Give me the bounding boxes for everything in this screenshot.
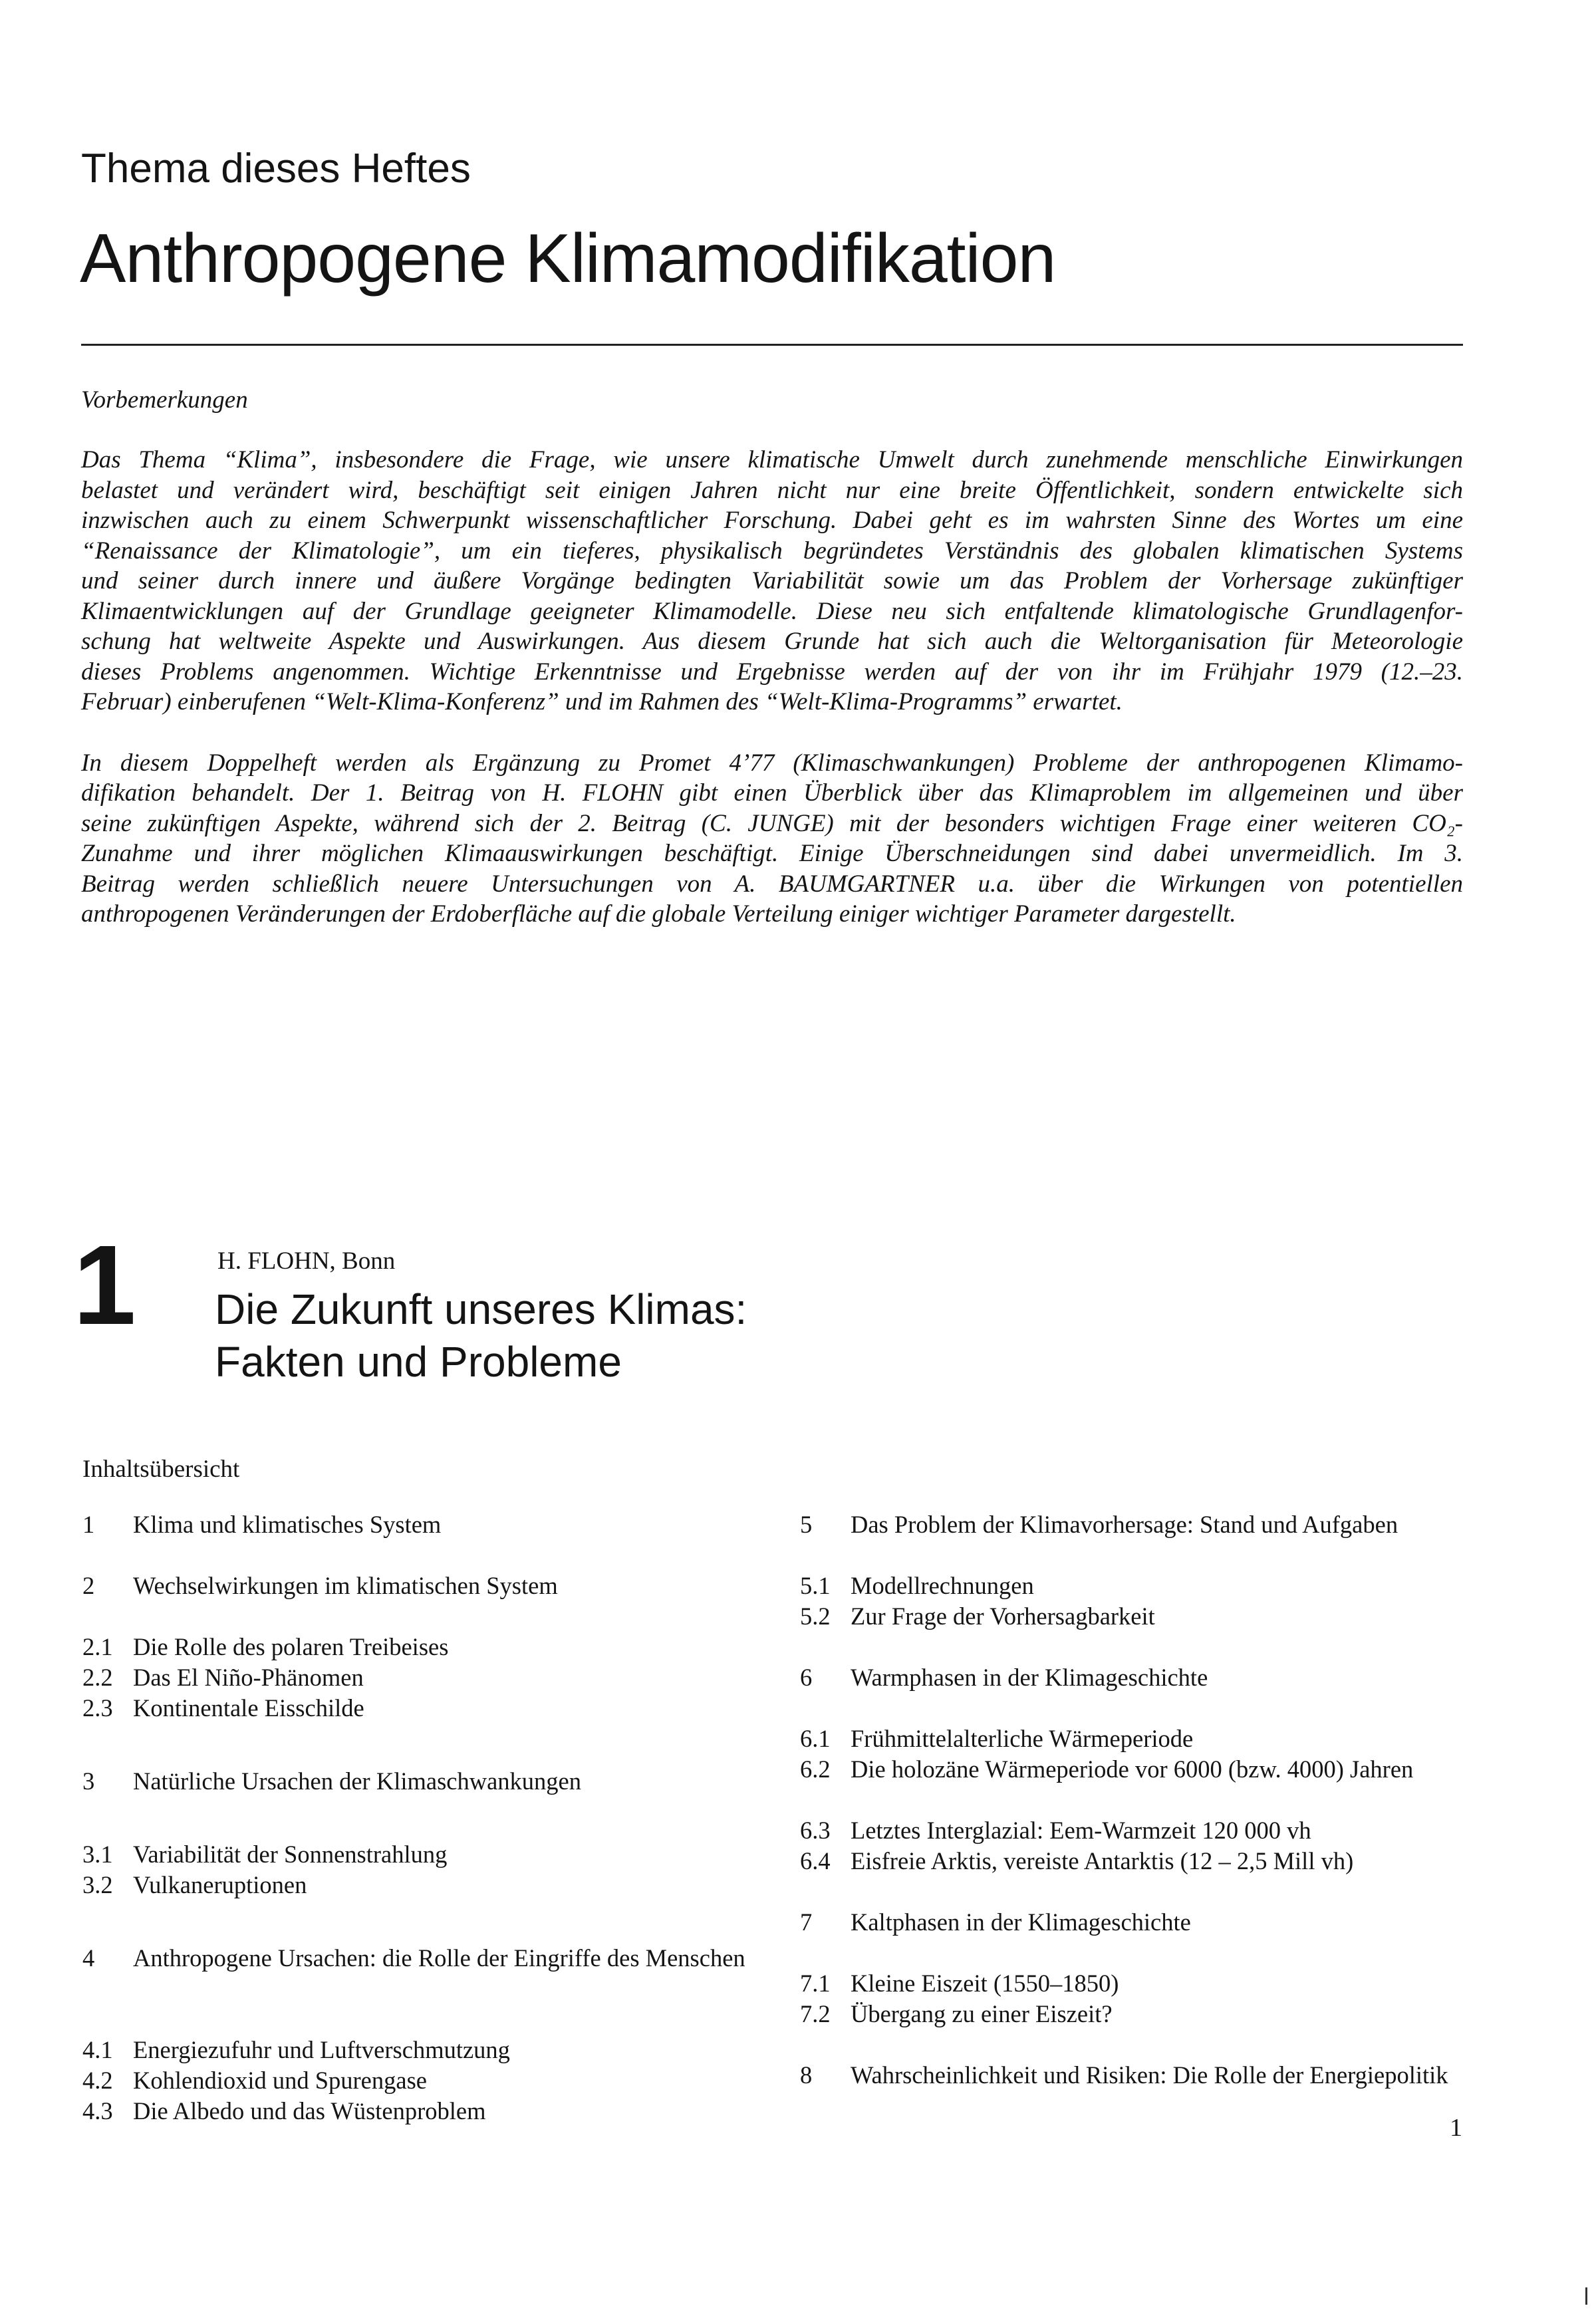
toc-entry-title: Das El Niño-Phänomen [133,1664,364,1691]
paragraph-line: dieses Problems angenommen. Wichtige Erkenntnisse und Ergebnisse werden auf der von ihr im Frühjahr 1979 (12.–23. [81,658,1463,686]
toc-entry [82,1943,747,1973]
toc-entry-number: 5 [800,1511,813,1538]
toc-entry [82,2096,747,2126]
toc-entry-title: Letztes Interglazial: Eem-Warmzeit 120 000 vh [851,1817,1311,1844]
paragraph-line: difikation behandelt. Der 1. Beitrag von H. FLOHN gibt einen Überblick über das Klimaproblem im allgemeinen und über [81,779,1463,807]
toc-entry-number: 6.4 [800,1847,831,1874]
toc-entry [800,1907,1472,1937]
paragraph-line: Februar) einberufenen “Welt-Klima-Konferenz” und im Rahmen des “Welt-Klima-Programms” erwartet. [81,688,1123,715]
toc-entry [82,1870,747,1900]
preliminary-heading: Vorbemerkungen [81,386,248,414]
toc-entry-number: 7.2 [800,2000,831,2027]
page-number: 1 [1450,2114,1462,2142]
toc-entry-title: Modellrechnungen [851,1572,1034,1599]
paragraph-line: seine zukünftigen Aspekte, während sich der 2. Beitrag (C. JUNGE) mit der besonders wichtigen Frage einer weiteren CO₂- [81,809,1463,837]
paragraph-line: schung hat weltweite Aspekte und Auswirkungen. Aus diesem Grunde hat sich auch die Weltorganisation für Meteorologie [81,628,1463,655]
toc-entry-number: 4.3 [82,2097,113,2124]
paragraph-line: In diesem Doppelheft werden als Ergänzung zu Promet 4’77 (Klimaschwankungen) Probleme der anthropogenen Klimamo- [81,749,1463,777]
toc-heading: Inhaltsübersicht [82,1456,240,1483]
toc-entry-title: Eisfreie Arktis, vereiste Antarktis (12 – 2,5 Mill vh) [851,1847,1354,1874]
toc-entry-title: Warmphasen in der Klimageschichte [851,1664,1208,1691]
toc-entry-number: 4.2 [82,2067,113,2094]
toc-entry [800,1509,1472,1539]
toc-entry-title: Vulkaneruptionen [133,1871,307,1898]
toc-entry-number: 2.2 [82,1664,113,1691]
toc-entry-title: Anthropogene Ursachen: die Rolle der Eingriffe des Menschen [133,1944,745,1972]
toc-entry-title: Variabilität der Sonnenstrahlung [133,1841,448,1868]
toc-entry [82,1693,747,1723]
toc-entry-title: Kleine Eiszeit (1550–1850) [851,1970,1119,1997]
article-number: 1 [73,1222,136,1349]
toc-entry-title: Frühmittelalterliche Wärmeperiode [851,1725,1194,1752]
article-author: H. FLOHN, Bonn [217,1247,396,1275]
toc-entry-title: Natürliche Ursachen der Klimaschwankungen [133,1767,581,1795]
issue-title: Anthropogene Klimamodifikation [80,220,1056,297]
toc-entry-title: Die Albedo und das Wüstenproblem [133,2097,486,2124]
article-title-line-1: Die Zukunft unseres Klimas: [215,1285,747,1333]
paragraph-line: belastet und verändert wird, beschäftigt seit einigen Jahren nicht nur eine breite Öffentlichkeit, sondern entwickelte sich [81,476,1463,504]
toc-entry-number: 3.2 [82,1871,113,1898]
toc-entry [82,2035,747,2065]
toc-entry-title: Übergang zu einer Eiszeit? [851,2000,1113,2027]
toc-entry-title: Die holozäne Wärmeperiode vor 6000 (bzw. 4000) Jahren [851,1755,1414,1783]
toc-entry-number: 6.1 [800,1725,831,1752]
toc-entry-title: Energiezufuhr und Luftverschmutzung [133,2036,510,2063]
article-title-line-2: Fakten und Probleme [215,1338,622,1386]
toc-entry-number: 3 [82,1767,95,1795]
title-rule [81,344,1463,346]
toc-entry-number: 7 [800,1908,813,1936]
paragraph-line: anthropogenen Veränderungen der Erdoberfläche auf die globale Verteilung einiger wichtiger Parameter dargestellt. [81,900,1236,928]
toc-entry [82,1632,747,1662]
paragraph-line: Das Thema “Klima”, insbesondere die Frage, wie unsere klimatische Umwelt durch zunehmende menschliche Einwirkungen [81,446,1463,473]
toc-entry [800,1724,1472,1753]
toc-entry-title: Wechselwirkungen im klimatischen System [133,1572,558,1599]
toc-entry [800,1846,1472,1876]
toc-entry-number: 6 [800,1664,813,1691]
toc-entry [800,2060,1472,2090]
toc-entry [800,1815,1472,1845]
toc-entry-number: 2.1 [82,1633,113,1660]
toc-entry-number: 4 [82,1944,95,1972]
toc-entry [82,1509,747,1539]
toc-entry-number: 8 [800,2061,813,2089]
toc-entry [800,1999,1472,2029]
toc-entry-number: 3.1 [82,1841,113,1868]
scan-edge-mark [1585,2287,1587,2305]
toc-entry [82,1766,747,1796]
paragraph-line: Zunahme und ihrer möglichen Klimaauswirkungen beschäftigt. Einige Überschneidungen sind dabei unvermeidlich. Im 3. [81,840,1463,867]
toc-entry [82,1839,747,1869]
toc-entry-number: 5.1 [800,1572,831,1599]
toc-entry-title: Kontinentale Eisschilde [133,1694,364,1722]
article-title [215,1283,747,1388]
toc-entry-number: 2 [82,1572,95,1599]
toc-entry-title: Kohlendioxid und Spurengase [133,2067,427,2094]
preliminary-paragraph-2 [81,748,1463,930]
toc-entry [800,1662,1472,1692]
toc-entry [800,1968,1472,1998]
toc-entry-title: Wahrscheinlichkeit und Risiken: Die Rolle der Energiepolitik [851,2061,1448,2089]
toc-entry [800,1754,1472,1784]
preliminary-remarks [81,386,1463,960]
toc-entry-number: 6.2 [800,1755,831,1783]
paragraph-line: Beitrag werden schließlich neuere Untersuchungen von A. BAUMGARTNER u.a. über die Wirkungen von potentiellen [81,870,1463,898]
toc-entry-title: Klima und klimatisches System [133,1511,442,1538]
toc-entry [82,2065,747,2095]
paragraph-line: inzwischen auch zu einem Schwerpunkt wissenschaftlicher Forschung. Dabei geht es im wahrsten Sinne des Wortes um eine [81,507,1463,534]
toc-entry-number: 1 [82,1511,95,1538]
toc-entry [82,1571,747,1601]
paragraph-line: und seiner durch innere und äußere Vorgänge bedingten Variabilität sowie um das Problem der Vorhersage zukünftiger [81,567,1463,594]
toc-entry [800,1571,1472,1601]
toc-entry-number: 6.3 [800,1817,831,1844]
toc-entry-title: Zur Frage der Vorhersagbarkeit [851,1603,1155,1630]
toc-entry [800,1601,1472,1631]
toc-entry-title: Die Rolle des polaren Treibeises [133,1633,449,1660]
issue-kicker: Thema dieses Heftes [81,146,471,192]
paragraph-line: Klimaentwicklungen auf der Grundlage geeigneter Klimamodelle. Diese neu sich entfaltende klimatologische Grundlagenfor- [81,597,1463,625]
toc-entry-number: 7.1 [800,1970,831,1997]
toc-entry-title: Kaltphasen in der Klimageschichte [851,1908,1191,1936]
toc-entry-title: Das Problem der Klimavorhersage: Stand und Aufgaben [851,1511,1398,1538]
paragraph-line: “Renaissance der Klimatologie”, um ein tieferes, physikalisch begründetes Verständnis des globalen klimatischen Systems [81,537,1463,565]
toc-entry-number: 2.3 [82,1694,113,1722]
toc-entry [82,1662,747,1692]
toc-entry-number: 4.1 [82,2036,113,2063]
preliminary-paragraph-1 [81,445,1463,717]
toc-entry-number: 5.2 [800,1603,831,1630]
